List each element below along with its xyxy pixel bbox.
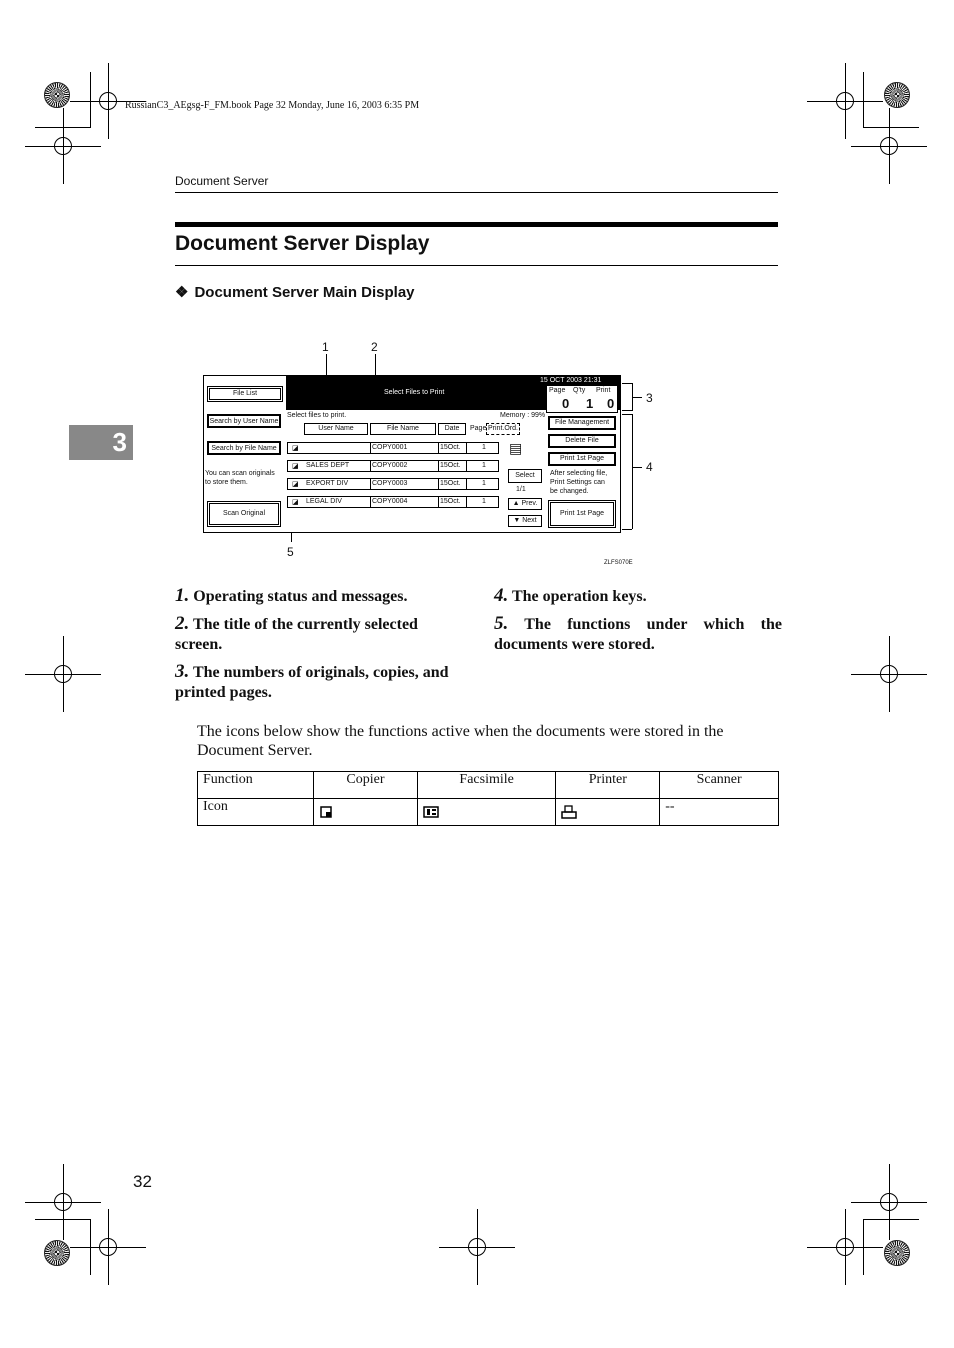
scan-note-line2: to store them. [205, 479, 248, 486]
diamond-bullet-icon: ❖ [175, 284, 189, 301]
row-label-icon: Icon [198, 799, 314, 826]
row-date: 15Oct. [440, 498, 461, 505]
list-item [175, 614, 465, 655]
row-page: 1 [482, 462, 486, 469]
scanner-cell: -- [660, 799, 779, 826]
list-item [175, 586, 465, 607]
document-server-screen [203, 375, 621, 533]
bracket-line [632, 414, 633, 529]
color-wheel-mark [884, 82, 910, 108]
header-copier: Copier [314, 772, 418, 799]
facsimile-cell [417, 799, 555, 826]
item-text: The functions under which the documents were stored. [494, 616, 782, 653]
color-wheel-mark [884, 1240, 910, 1266]
list-item [175, 662, 465, 703]
sort-user-name-button[interactable]: User Name [304, 423, 368, 435]
delete-file-button[interactable]: Delete File [548, 434, 616, 448]
row-user: SALES DEPT [306, 462, 350, 469]
page-column-label: Page [470, 425, 487, 432]
callout-5: 5 [287, 545, 294, 559]
header-scanner: Scanner [660, 772, 779, 799]
item-number: 2. [175, 613, 190, 634]
running-header: Document Server [175, 174, 269, 188]
bracket-line [632, 467, 642, 468]
counter-panel [546, 385, 618, 413]
search-by-file-button[interactable]: Search by File Name [207, 441, 281, 455]
item-text: Operating status and messages. [193, 588, 408, 605]
page-indicator: 1/1 [516, 486, 526, 493]
list-item [494, 586, 782, 607]
body-paragraph: The icons below show the functions active when the documents were stored in the Document Server. [197, 723, 724, 759]
color-wheel-mark [44, 1240, 70, 1266]
file-row[interactable] [287, 460, 499, 472]
function-icon-table [197, 771, 779, 826]
list-item [494, 614, 782, 655]
item-number: 4. [494, 585, 509, 606]
item-text: The operation keys. [511, 588, 647, 605]
row-file: COPY0001 [372, 444, 408, 451]
select-files-hint: Select files to print. [287, 412, 347, 419]
header-facsimile: Facsimile [417, 772, 555, 799]
row-file: COPY0004 [372, 498, 408, 505]
select-button[interactable]: Select [508, 469, 542, 483]
paper-stack-icon: ▤ [509, 440, 523, 456]
row-page: 1 [482, 480, 486, 487]
next-button[interactable]: ▼ Next [508, 515, 542, 527]
row-file: COPY0002 [372, 462, 408, 469]
counter-label-print: Print [596, 387, 611, 394]
print-1st-page-button[interactable]: Print 1st Page [548, 452, 616, 466]
file-management-button[interactable]: File Management [548, 416, 616, 430]
print-button[interactable]: Print 1st Page [548, 500, 616, 528]
tab-file-list[interactable]: File List [207, 386, 283, 402]
printer-cell [556, 799, 660, 826]
bracket-line [622, 529, 632, 530]
facsimile-icon [423, 805, 439, 819]
row-date: 15Oct. [440, 444, 461, 451]
header-rule [175, 192, 778, 193]
row-user: LEGAL DIV [306, 498, 342, 505]
item-text: The title of the currently selected screen. [175, 616, 418, 653]
copier-cell [314, 799, 418, 826]
figure-code: ZLFS070E [604, 560, 633, 566]
row-date: 15Oct. [440, 462, 461, 469]
counter-value-page: 0 [562, 396, 570, 411]
after-note-line3: be changed. [550, 488, 589, 495]
counter-value-qty: 1 [586, 396, 594, 411]
chapter-tab: 3 [69, 425, 133, 460]
bracket-line [622, 383, 632, 384]
sort-file-name-button[interactable]: File Name [370, 423, 436, 435]
copier-icon: ◪ [292, 499, 299, 506]
scan-note-line1: You can scan originals [205, 470, 275, 477]
scan-original-button[interactable]: Scan Original [207, 501, 281, 527]
title-bar [175, 222, 778, 227]
bracket-line [622, 410, 632, 411]
prev-button[interactable]: ▲ Prev. [508, 498, 542, 510]
date-time: 15 OCT 2003 21:31 [540, 377, 602, 384]
item-number: 5. [494, 613, 509, 634]
title-rule [175, 265, 778, 266]
memory-indicator: Memory : 99% [500, 412, 546, 419]
header-function: Function [198, 772, 314, 799]
printer-icon [561, 805, 577, 819]
file-row[interactable] [287, 478, 499, 490]
print-info: RussianC3_AEgsg-F_FM.book Page 32 Monday, June 16, 2003 6:35 PM [125, 100, 420, 111]
print-order-button[interactable]: Print.Ord. [486, 423, 520, 435]
row-page: 1 [482, 498, 486, 505]
file-row[interactable] [287, 496, 499, 508]
copier-icon: ◪ [292, 463, 299, 470]
callout-2: 2 [371, 340, 378, 354]
table-header-row [198, 772, 779, 799]
callout-1: 1 [322, 340, 329, 354]
page-title: Document Server Display [175, 232, 430, 255]
counter-value-print: 0 [607, 396, 615, 411]
after-note-line1: After selecting file, [550, 470, 608, 477]
header-printer: Printer [556, 772, 660, 799]
search-by-user-button[interactable]: Search by User Name [207, 414, 281, 428]
row-page: 1 [482, 444, 486, 451]
callout-4: 4 [646, 460, 653, 474]
bracket-line [622, 414, 632, 415]
copier-icon [319, 805, 333, 819]
status-message: Select Files to Print [384, 389, 445, 396]
copier-icon: ◪ [292, 445, 299, 452]
after-note-line2: Print Settings can [550, 479, 605, 486]
color-wheel-mark [44, 82, 70, 108]
item-number: 3. [175, 661, 190, 682]
callout-3: 3 [646, 391, 653, 405]
row-date: 15Oct. [440, 480, 461, 487]
bracket-line [632, 397, 642, 398]
row-user: EXPORT DIV [306, 480, 349, 487]
page-number: 32 [133, 1172, 152, 1191]
row-file: COPY0003 [372, 480, 408, 487]
counter-label-page: Page [549, 387, 566, 394]
sort-date-button[interactable]: Date [438, 423, 466, 435]
section-subhead [175, 283, 415, 301]
copier-icon: ◪ [292, 481, 299, 488]
item-text: The numbers of originals, copies, and printed pages. [175, 664, 449, 701]
file-row[interactable] [287, 442, 499, 454]
table-row [198, 799, 779, 826]
subhead-text: Document Server Main Display [194, 284, 415, 301]
counter-label-qty: Q'ty [573, 387, 586, 394]
item-number: 1. [175, 585, 190, 606]
